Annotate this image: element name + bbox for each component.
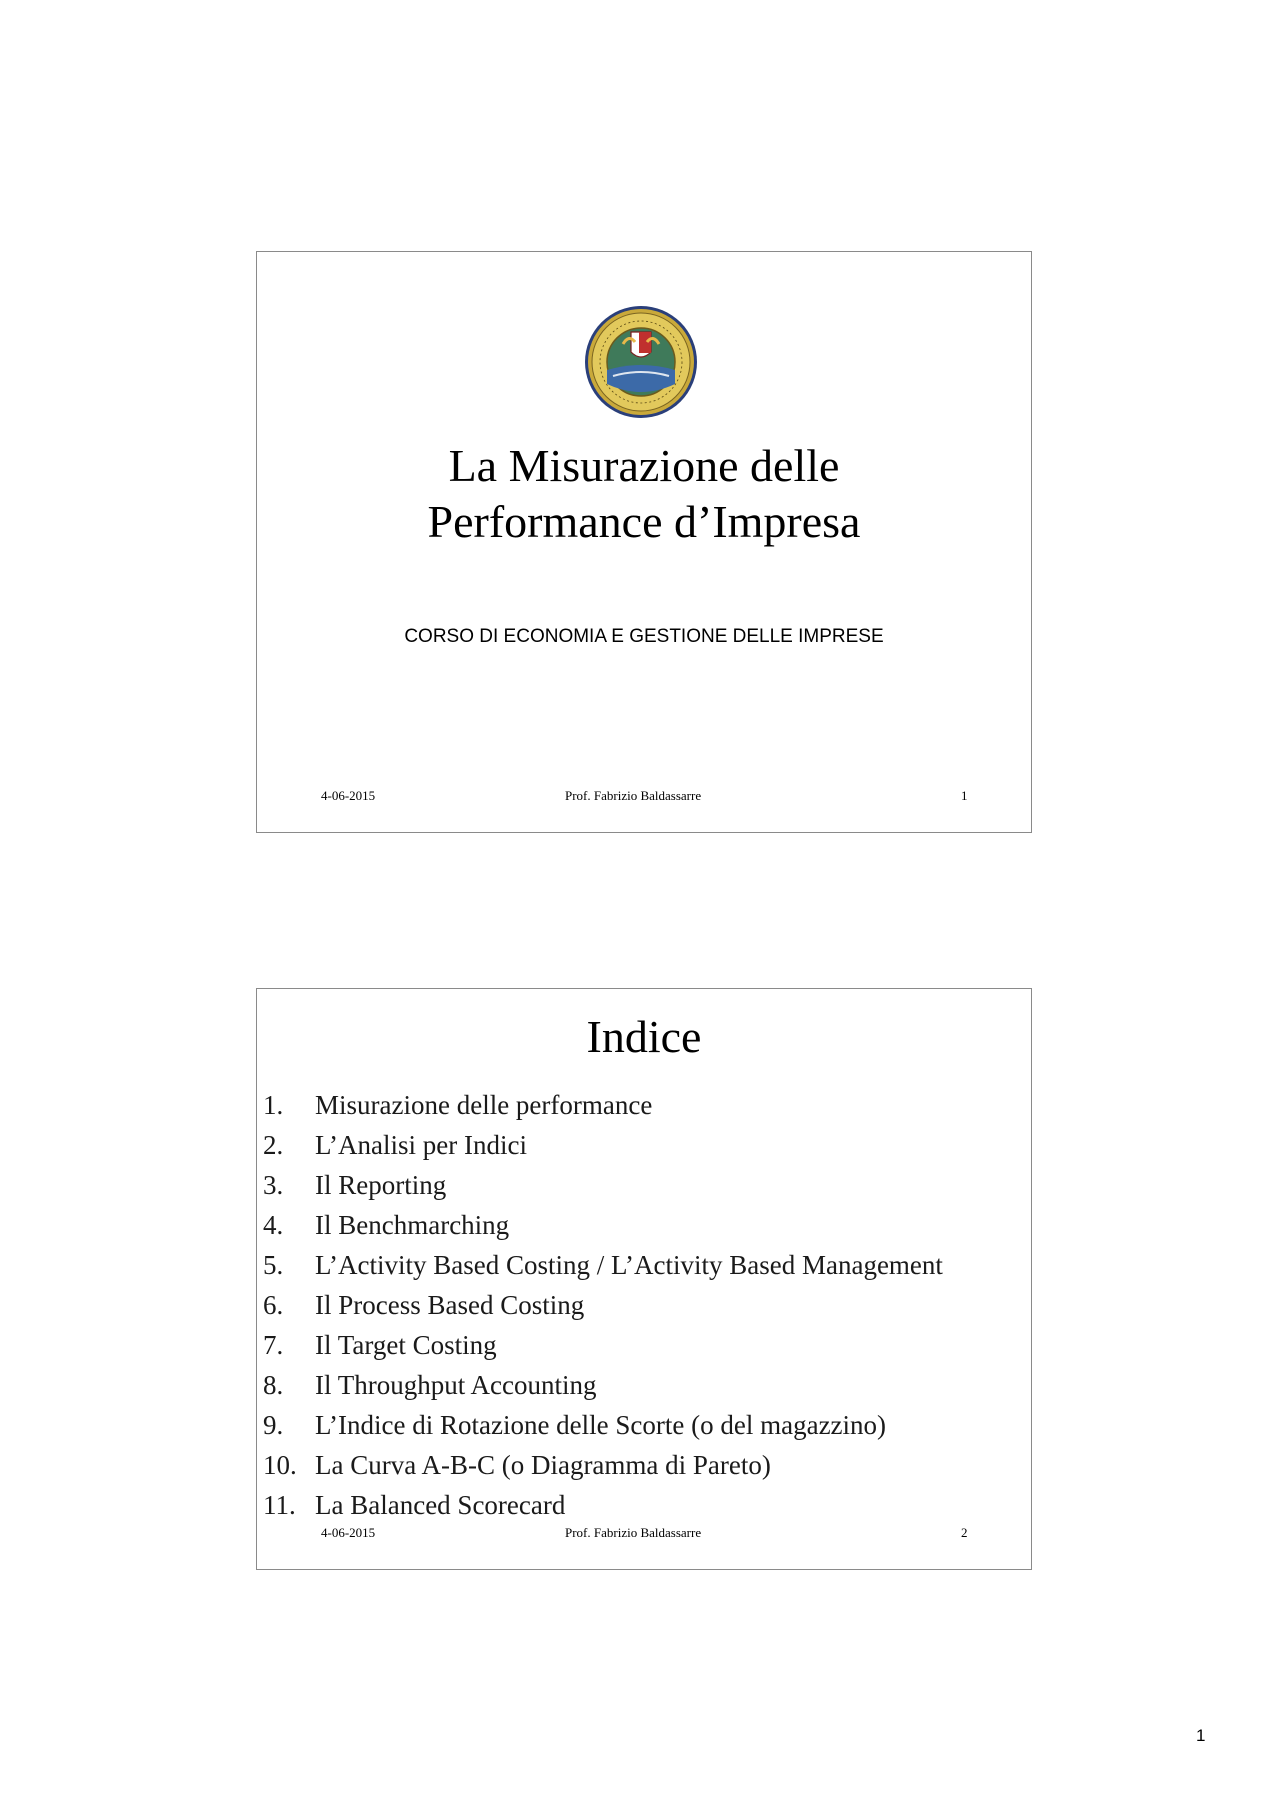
- list-item: [263, 1445, 943, 1485]
- footer-date: 4-06-2015: [321, 1525, 376, 1540]
- list-item: [263, 1125, 943, 1165]
- item-text: Il Reporting: [315, 1170, 447, 1200]
- list-item: [263, 1365, 943, 1405]
- item-number: 9.: [263, 1410, 284, 1440]
- item-number: 4.: [263, 1210, 284, 1240]
- list-item: [263, 1245, 943, 1285]
- index-list: [263, 1085, 943, 1525]
- footer-slide-number: 2: [961, 1525, 968, 1540]
- list-item: [263, 1405, 943, 1445]
- item-number: 8.: [263, 1370, 284, 1400]
- item-number: 2.: [263, 1130, 284, 1160]
- item-text: Il Process Based Costing: [315, 1290, 585, 1320]
- item-text: Il Throughput Accounting: [315, 1370, 597, 1400]
- item-number: 10.: [263, 1450, 297, 1480]
- slide-subtitle: CORSO DI ECONOMIA E GESTIONE DELLE IMPRESE: [404, 626, 884, 647]
- item-number: 11.: [263, 1490, 296, 1520]
- footer-author: Prof. Fabrizio Baldassarre: [565, 1525, 702, 1540]
- list-item: [263, 1485, 943, 1525]
- list-item: [263, 1205, 943, 1245]
- list-item: [263, 1325, 943, 1365]
- item-text: L’Analisi per Indici: [315, 1130, 527, 1160]
- item-text: Misurazione delle performance: [315, 1090, 653, 1120]
- university-seal-icon: [583, 304, 699, 420]
- list-item: [263, 1085, 943, 1125]
- slide-1: [256, 251, 1032, 833]
- item-text: L’Activity Based Costing / L’Activity Based Management: [315, 1250, 943, 1280]
- item-number: 7.: [263, 1330, 284, 1360]
- slide-title-line: La Misurazione delle: [448, 440, 840, 491]
- slide-title-line: Performance d’Impresa: [427, 496, 861, 547]
- item-text: Il Target Costing: [315, 1330, 497, 1360]
- item-number: 5.: [263, 1250, 284, 1280]
- slide-2: [256, 988, 1032, 1570]
- footer-slide-number: 1: [961, 788, 968, 803]
- item-text: La Curva A-B-C (o Diagramma di Pareto): [315, 1450, 771, 1480]
- item-number: 3.: [263, 1170, 284, 1200]
- page-number: 1: [1196, 1726, 1206, 1745]
- item-text: Il Benchmarching: [315, 1210, 510, 1240]
- slide-title: Indice: [586, 1011, 702, 1062]
- item-number: 1.: [263, 1090, 284, 1120]
- item-text: La Balanced Scorecard: [315, 1490, 566, 1520]
- footer-author: Prof. Fabrizio Baldassarre: [565, 788, 702, 803]
- list-item: [263, 1165, 943, 1205]
- slide-title: [257, 438, 1031, 550]
- item-number: 6.: [263, 1290, 284, 1320]
- footer-date: 4-06-2015: [321, 788, 376, 803]
- list-item: [263, 1285, 943, 1325]
- item-text: L’Indice di Rotazione delle Scorte (o del magazzino): [315, 1410, 887, 1440]
